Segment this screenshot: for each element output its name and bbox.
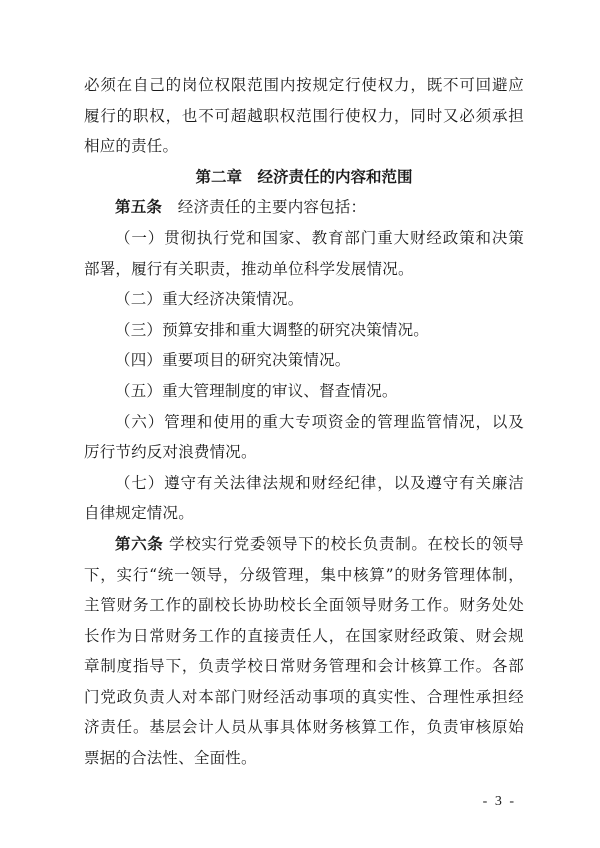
item-2-line: （二）重大经济决策情况。 [115,290,304,309]
article-6-line: 章制度指导下，负责学校日常财务管理和会计核算工作。各部 [84,657,524,676]
body-line: 必须在自己的岗位权限范围内按规定行使权力，既不可回避应 [84,76,524,94]
item-3-line: （三）预算安排和重大调整的研究决策情况。 [115,320,430,339]
article-6-line: 长作为日常财务工作的直接责任人，在国家财经政策、财会规 [84,626,524,645]
item-7-line: 自律规定情况。 [84,504,194,523]
article-6-first-line: 学校实行党委领导下的校长负责制。在校长的领导 [163,534,524,553]
item-7-line: （七）遵守有关法律法规和财经纪律，以及遵守有关廉洁 [115,473,524,492]
item-1-line: 部署，履行有关职责，推动单位科学发展情况。 [84,259,414,278]
article-6-line [84,529,524,560]
article-6-label: 第六条 [115,534,164,553]
article-6-line: 主管财务工作的副校长协助校长全面领导财务工作。财务处处 [84,596,524,615]
item-1-line: （一）贯彻执行党和国家、教育部门重大财经政策和决策 [115,228,524,247]
body-line: 相应的责任。 [84,137,179,156]
body-line: 履行的职权，也不可超越职权范围行使权力，同时又必须承担 [84,106,524,125]
article-6-line: 票据的合法性、全面性。 [84,749,257,768]
article-5-text: 经济责任的主要内容包括： [162,198,367,217]
item-6-line: （六）管理和使用的重大专项资金的管理监管情况，以及 [115,412,524,431]
item-4-line: （四）重要项目的研究决策情况。 [115,351,351,370]
article-6-line: 门党政负责人对本部门财经活动事项的真实性、合理性承担经 [84,687,524,706]
article-5-label: 第五条 [115,198,163,217]
chapter-title: 第二章 经济责任的内容和范围 [195,167,413,186]
document-body [84,70,524,774]
item-6-line: 厉行节约反对浪费情况。 [84,443,257,462]
article-6-line: 济责任。基层会计人员从事具体财务核算工作，负责审核原始 [84,718,524,737]
article-5-line [84,192,524,223]
page-number: - 3 - [482,794,516,809]
article-6-line: 下，实行“统一领导，分级管理，集中核算”的财务管理体制， [84,565,524,584]
item-5-line: （五）重大管理制度的审议、督查情况。 [115,381,398,400]
